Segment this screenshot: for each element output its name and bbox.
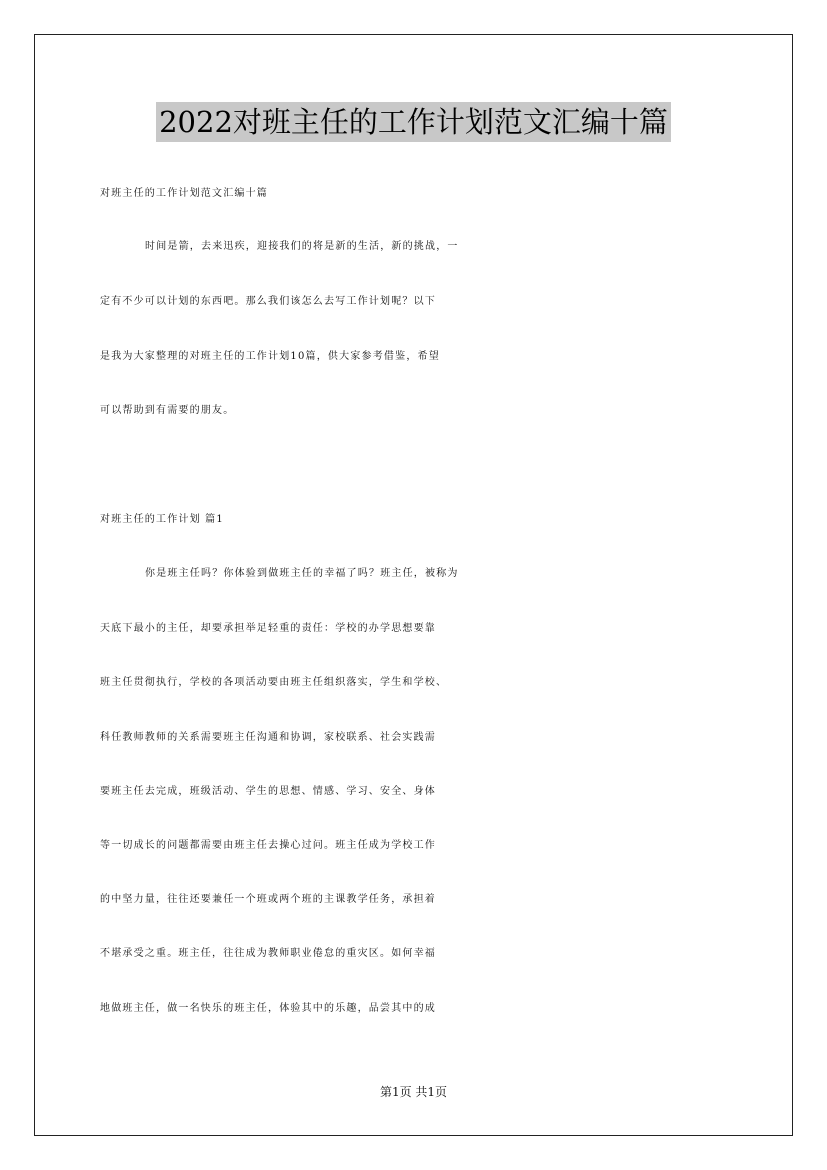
intro-line: 时间是箭，去来迅疾，迎接我们的将是新的生活，新的挑战，一 [145, 241, 459, 252]
body-line: 天底下最小的主任，却要承担举足轻重的责任：学校的办学思想要靠 [100, 623, 436, 634]
body-line: 不堪承受之重。班主任，往往成为教师职业倦怠的重灾区。如何幸福 [100, 948, 436, 959]
intro-line: 可以帮助到有需要的朋友。 [100, 405, 235, 416]
title-container [0, 102, 827, 142]
subtitle: 对班主任的工作计划范文汇编十篇 [100, 188, 268, 199]
body-line: 你是班主任吗？你体验到做班主任的幸福了吗？班主任，被称为 [145, 568, 459, 579]
page-footer: 第1页 共1页 [379, 1085, 448, 1099]
section-heading: 对班主任的工作计划 篇1 [100, 514, 224, 525]
document-title: 2022对班主任的工作计划范文汇编十篇 [156, 102, 671, 142]
body-line: 要班主任去完成，班级活动、学生的思想、情感、学习、安全、身体 [100, 786, 436, 797]
body-line: 班主任贯彻执行，学校的各项活动要由班主任组织落实，学生和学校、 [100, 677, 448, 688]
body-line: 等一切成长的问题都需要由班主任去操心过问。班主任成为学校工作 [100, 840, 436, 851]
body-line: 科任教师教师的关系需要班主任沟通和协调，家校联系、社会实践需 [100, 732, 436, 743]
body-line: 的中坚力量，往往还要兼任一个班或两个班的主课教学任务，承担着 [100, 894, 436, 905]
intro-line: 定有不少可以计划的东西吧。那么我们该怎么去写工作计划呢？以下 [100, 296, 436, 307]
intro-line: 是我为大家整理的对班主任的工作计划10篇，供大家参考借鉴，希望 [100, 351, 440, 362]
body-line: 地做班主任，做一名快乐的班主任，体验其中的乐趣，品尝其中的成 [100, 1003, 436, 1014]
